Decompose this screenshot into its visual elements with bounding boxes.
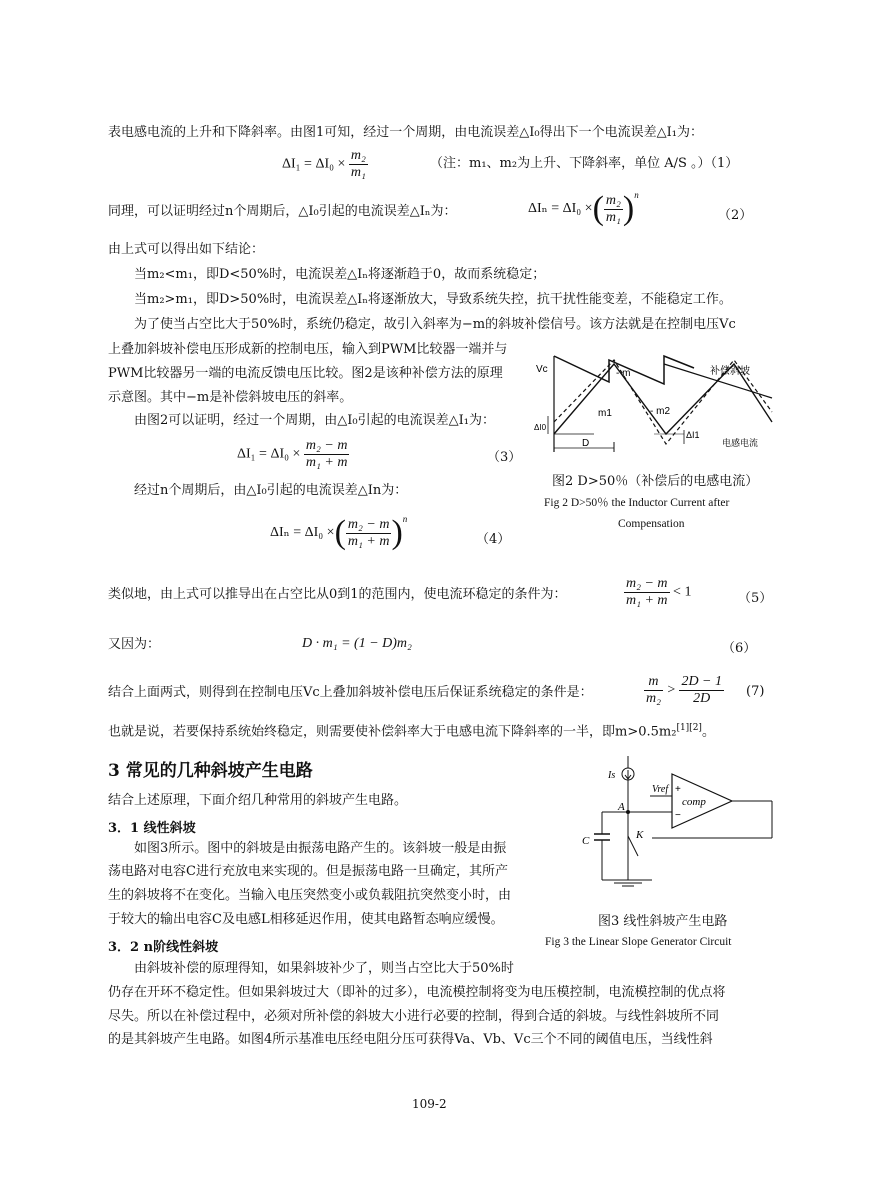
eq2-exponent: n [634, 190, 639, 200]
eq4-lhs: ΔIₙ = ΔI₀ × [270, 525, 335, 541]
paragraph: 如图3所示。图中的斜坡是由振荡电路产生的。该斜坡一般是由振 [134, 841, 507, 856]
paragraph: 表电感电流的上升和下降斜率。由图1可知，经过一个周期，由电流误差△I₀得出下一个电流误差△I₁为： [108, 125, 703, 140]
paragraph: 上叠加斜坡补偿电压形成新的控制电压，输入到PWM比较器一端并与 [108, 342, 508, 357]
figure-2-caption-en: Fig 2 D>50％ the Inductor Current after [544, 497, 730, 509]
equation-2: ΔIₙ = ΔI₀ ×( $\frac{\text{m₂}}{\text{m₁}}$ )$^n$ [528, 190, 639, 227]
fig2-label-comp: 补偿斜坡 [710, 366, 750, 377]
paragraph: 由斜坡补偿的原理得知，如果斜坡补少了，则当占空比大于50%时 [134, 961, 514, 976]
equation-number: （2） [718, 208, 753, 223]
eq1-numerator: m₂ [350, 148, 366, 163]
fig3-label-minus: − [675, 810, 681, 821]
figure-3-circuit [572, 752, 782, 888]
paragraph: 结合上面两式，则得到在控制电压Vc上叠加斜坡补偿电压后保证系统稳定的条件是： [108, 685, 593, 700]
fig2-label-m2: - m2 [650, 406, 670, 417]
paragraph [108, 720, 715, 740]
equation-1 [282, 148, 368, 181]
fig2-label-m1: m1 [598, 408, 612, 419]
paragraph: 生的斜坡将不在变化。当输入电压突然变小或负载阻抗突然变小时，由 [108, 888, 512, 903]
fig3-label-vref: Vref [652, 784, 669, 795]
fig3-label-a: A [618, 801, 625, 813]
fig2-label-di0: ΔI0 [534, 423, 547, 432]
eq7-denominator-2: 2D [693, 691, 711, 706]
paragraph: 荡电路对电容C进行充放电来实现的。但是振荡电路一旦确定，其所产 [108, 864, 508, 879]
eq3-numerator: m₂ − m [305, 438, 348, 453]
figure-3-caption-en: Fig 3 the Linear Slope Generator Circuit [545, 936, 732, 948]
paragraph: 由上式可以得出如下结论： [108, 242, 265, 257]
equation-4: ΔIₙ = ΔI₀ ×( $\frac{\text{m₂ − m}}{\text{m₁ + m}}$ )$^n$ [270, 514, 408, 551]
paragraph: 又因为： [108, 637, 161, 652]
eq5-denominator: m₁ + m [626, 593, 668, 608]
fig2-label-vc: Vc [536, 364, 548, 375]
equation-7 [644, 674, 724, 707]
paragraph-text: 也就是说，若要保持系统始终稳定，则需要使补偿斜率大于电感电流下降斜率的一半，即m>0.5m₂ [108, 724, 677, 740]
eq1-lhs: ΔI₁ = ΔI₀ × [282, 156, 346, 172]
eq5-numerator: m₂ − m [626, 576, 668, 591]
paragraph: PWM比较器另一端的电流反馈电压比较。图2是该种补偿方法的原理 [108, 366, 503, 381]
paragraph: 经过n个周期后，由△I₀引起的电流误差△In为： [134, 483, 408, 498]
paragraph: 的是其斜坡产生电路。如图4所示基准电压经电阻分压可获得Va、Vb、Vc三个不同的阈值电压，当线性斜 [108, 1032, 713, 1047]
paragraph: 当m₂<m₁，即D<50%时，电流误差△Iₙ将逐渐趋于0，故而系统稳定； [134, 267, 546, 282]
fig2-label-il: 电感电流 [722, 439, 759, 449]
fig3-label-c: C [582, 835, 590, 847]
equation-number: (7) [746, 684, 765, 699]
eq7-numerator: m [644, 674, 663, 691]
paragraph: 同理，可以证明经过n个周期后，△I₀引起的电流误差△Iₙ为： [108, 204, 457, 219]
fig3-label-is: Is [608, 770, 616, 781]
equation-1-note: （注：m₁、m₂为上升、下降斜率，单位 A/S 。）（1） [430, 156, 739, 171]
figure-3-caption-cn: 图3 线性斜坡产生电路 [598, 914, 728, 929]
eq2-denominator: m₁ [605, 209, 621, 225]
equation-number: （3） [487, 450, 522, 465]
eq5-relation: < 1 [673, 584, 692, 600]
paragraph: 仍存在开环不稳定性。但如果斜坡过大（即补的过多），电流模控制将变为电压模控制，电流模控制的优点将 [108, 985, 726, 1000]
subsection-heading: 3．1 线性斜坡 [108, 821, 196, 836]
fig2-label-d: D [582, 438, 590, 449]
eq3-lhs: ΔI₁ = ΔI₀ × [237, 446, 301, 462]
fig3-label-comp: comp [682, 796, 706, 808]
eq4-numerator: m₂ − m [347, 516, 390, 532]
eq7-denominator: m₂ [646, 691, 661, 706]
paragraph: 由图2可以证明，经过一个周期，由△I₀引起的电流误差△I₁为： [134, 413, 495, 428]
paragraph-end: 。 [701, 724, 715, 740]
fig2-label-di1: ΔI1 [686, 430, 700, 440]
eq2-numerator: m₂ [605, 192, 621, 208]
equation-number: （6） [722, 641, 757, 656]
paragraph: 示意图。其中−m是补偿斜坡电压的斜率。 [108, 390, 353, 405]
paragraph: 当m₂>m₁，即D>50%时，电流误差△Iₙ将逐渐放大，导致系统失控，抗干扰性能变差，不能稳定工作。 [134, 292, 732, 307]
equation-6: D · m₁ = (1 − D)m₂ [302, 636, 412, 651]
eq2-lhs: ΔIₙ = ΔI₀ × [528, 201, 593, 217]
eq7-numerator-2: 2D − 1 [681, 674, 722, 689]
figure-2-caption-en-2: Compensation [618, 518, 685, 530]
equation-5 [624, 576, 691, 609]
eq4-denominator: m₁ + m [347, 533, 390, 549]
eq3-denominator: m₁ + m [305, 455, 348, 470]
section-heading: 3 常见的几种斜坡产生电路 [108, 761, 313, 781]
fig3-label-k: K [636, 829, 644, 841]
eq4-exponent: n [402, 514, 408, 524]
eq1-denominator: m₁ [350, 165, 366, 180]
fig2-label-m: - m [616, 368, 631, 379]
figure-2-waveform [534, 352, 774, 462]
paragraph: 为了使当占空比大于50%时，系统仍稳定，故引入斜率为−m的斜坡补偿信号。该方法就是在控制电压Vc [134, 317, 736, 332]
paragraph: 结合上述原理，下面介绍几种常用的斜坡产生电路。 [108, 793, 408, 808]
eq7-relation: > [666, 682, 676, 698]
paragraph: 尽失。所以在补偿过程中，必须对所补偿的斜坡大小进行必要的控制，得到合适的斜坡。与线性斜坡所不同 [108, 1009, 720, 1024]
page-number: 109-2 [412, 1097, 447, 1111]
subsection-heading: 3．2 n阶线性斜坡 [108, 940, 219, 955]
equation-number: （5） [738, 591, 773, 606]
paragraph: 于较大的输出电容C及电感L相移延迟作用，使其电路暂态响应缓慢。 [108, 912, 504, 927]
fig3-label-plus: + [675, 784, 681, 795]
figure-2-caption-cn: 图2 D>50％（补偿后的电感电流） [552, 474, 759, 489]
citation-ref[interactable]: [1][2] [676, 723, 702, 733]
paragraph: 类似地，由上式可以推导出在占空比从0到1的范围内，使电流环稳定的条件为： [108, 587, 567, 602]
equation-number: （4） [476, 532, 511, 547]
equation-3 [237, 438, 349, 471]
